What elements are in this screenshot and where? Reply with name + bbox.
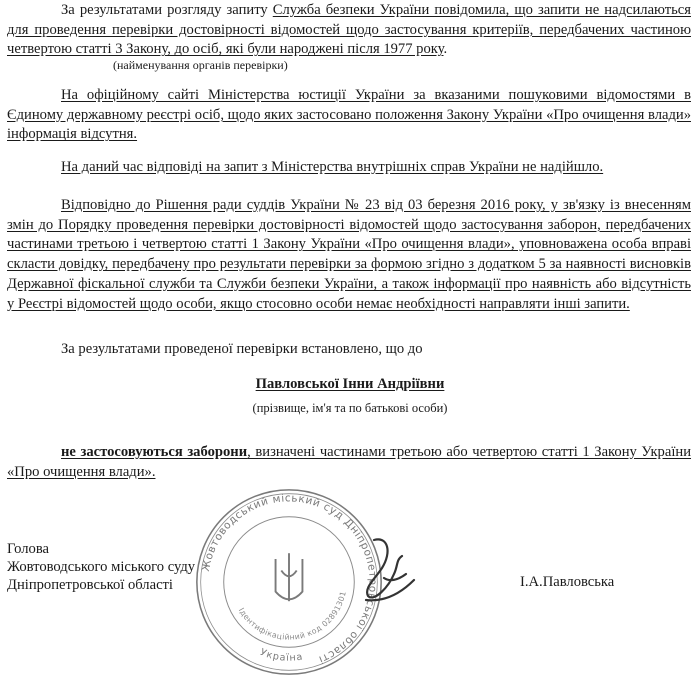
p1-end: . bbox=[443, 41, 448, 58]
conclusion-bold: не застосовуються заборони bbox=[61, 444, 248, 460]
signatory-position: Голова bbox=[7, 541, 50, 557]
svg-text:Україна bbox=[258, 647, 304, 664]
signatory-region: Дніпропетровської області bbox=[7, 577, 173, 593]
seal-outer-text: Жовтоводський міський суд Дніпропетровської області bbox=[199, 492, 379, 666]
person-caption: (прізвище, ім'я та по батькові особи) bbox=[252, 401, 448, 415]
seal-code-text: Ідентифікаційний код 02891301 bbox=[236, 590, 348, 642]
paragraph-check-established: За результатами проведеної перевірки встановлено, що до bbox=[61, 341, 423, 357]
signatory-name: І.А.Павловська bbox=[520, 574, 615, 590]
paragraph-council-decision: Відповідно до Рішення ради суддів України № 23 від 03 березня 2016 року, у зв'язку із внесенням змін до Порядку проведення перевірки достовірності відомостей щодо застосування заборон, передбачених частинами третьою і четвертою статті 1 Закону України «Про очищення влади», уповноважена особа вправі скласти довідку, передбачену про результати перевірки за формою згідно з додатком 5 за наявності висновків Державної фіскальної служби та Служби безпеки України, а також інформації про наявність або відсутність у Реєстрі відомостей щодо особи, якщо стосовно особи немає необхідності направляти інші запити. bbox=[7, 197, 691, 312]
p1-lead: За результатами розгляду запиту bbox=[61, 2, 273, 18]
p1-agency-response: Служба безпеки України повідомила, що запити не надсилаються для проведення перевірки достовірності відомостей щодо застосування критеріїв, передбачених частиною четвертою статті 3 Закону, до осіб, які були народжені після 1977 року bbox=[7, 2, 691, 58]
paragraph-ministry-justice: На офіційному сайті Міністерства юстиції України за вказаними пошуковими відомостями в Єдиному державному реєстрі осіб, щодо яких застосовано положення Закону України «Про очищення влади» інформація відсутня. bbox=[7, 87, 691, 143]
conclusion-rest: , визначені частинами третьою або четвертою статті 1 Закону України «Про очищення влади». bbox=[7, 444, 692, 480]
person-name: Павловської Інни Андріївни bbox=[255, 376, 445, 392]
paragraph-ministry-internal: На даний час відповіді на запит з Міністерства внутрішніх справ України не надійшло. bbox=[61, 159, 604, 175]
paragraph-verification-result bbox=[7, 1, 691, 60]
agency-caption: (найменування органів перевірки) bbox=[113, 58, 288, 72]
trident-emblem-icon bbox=[276, 553, 303, 601]
paragraph-conclusion bbox=[7, 443, 691, 482]
signatory-court: Жовтоводського міського суду bbox=[7, 559, 196, 575]
handwritten-signature bbox=[344, 530, 424, 610]
seal-bottom-text: Україна bbox=[258, 646, 305, 664]
